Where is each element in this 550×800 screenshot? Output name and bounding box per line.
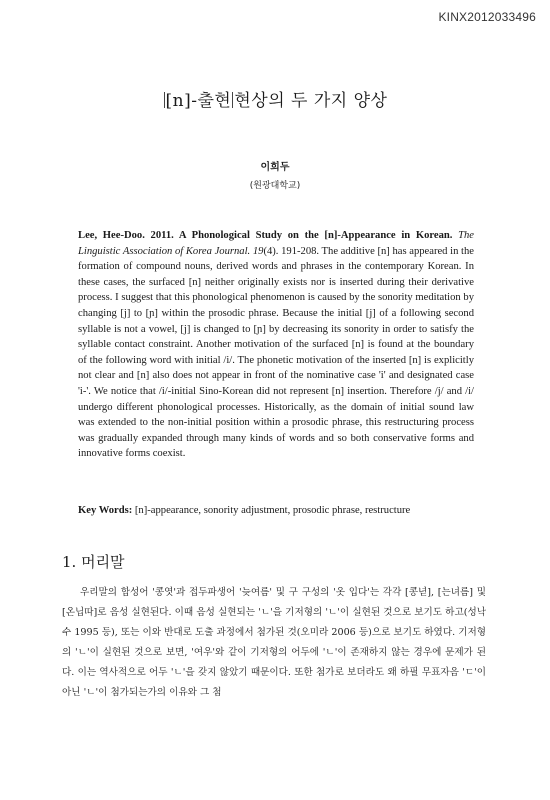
citation-rest: (4). 191-208. [263, 245, 320, 257]
citation-author: Lee, Hee-Doo. 2011. A Phonological Study on the [n]-Appearance in Korean. [78, 230, 453, 241]
section-body: 우리말의 합성어 '콩엿'과 접두파생어 '늦여름' 및 구 구성의 '옷 입다'는 각각 [콩녇], [는녀름] 및 [온닙따]로 음성 실현된다. 이때 음성 실현되는 'ㄴ'을 기저형의 'ㄴ'이 실현된 것으로 보기도 하고(성낙수 1995 등), 또는 이와 반대로 도출 과정에서 첨가된 것(오미라 2006 등)으로 보기도 하였다. 기저형의 'ㄴ'이 실현된 것으로 보면, '여우'와 같이 기저형의 어두에 'ㄴ'이 존재하지 않는 경우에 문제가 된다. 이는 역사적으로 어두 'ㄴ'을 갖지 않았기 때문이다. 또한 첨가로 보더라도 왜 하필 무표자음 'ㄷ'이 아닌 'ㄴ'이 첨가되는가의 이유와 그 첨 [62, 587, 486, 698]
abstract-body: The additive [n] has appeared in the formation of compound nouns, derived words and phrases in the contemporary Korean. In these cases, the surfaced [n] neither originally exists nor is inserted during their derivative process. I suggest that this phonological phenomenon is caused by the sonority meditation by changing [j] to [ɲ] within the prosodic phrase. Because the initial [j] of a following second syllable is not a vowel, [j] is changed to [ɲ] by decreasing its sonority in order to satisfy the syllable contact constraint. Another motivation of the surfaced [n] is found at the boundary of the following word with initial /i/. The phonetic motivation of the inserted [n] is explicitly not clear and [n] also does not appear in front of the nominative case 'i' and designated case 'i-'. We notice that /i/-initial Sino-Korean did not represent [n] insertion. Therefore /j/ and /i/ undergo different phonological processes. Historically, as the domain of initial sound law was extended to the non-initial position within a prosodic phrase, this restructuring process was gradually expanded through many kinds of words and so both conservative forms and innovative forms coexist. [78, 245, 474, 460]
keywords-label: Key Words: [78, 505, 133, 516]
document-id: KINX2012033496 [438, 10, 536, 24]
keywords-text: [n]-appearance, sonority adjustment, prosodic phrase, restructure [134, 505, 411, 516]
title-part-2: 현상의 두 가지 양상 [234, 91, 388, 111]
author-name: 이희두 [260, 162, 290, 173]
citation-journal: The Linguistic Association of Korea Journal. 19 [78, 230, 474, 257]
section-heading: 1. 머리말 [62, 553, 125, 571]
author-affiliation: (원광대학교) [249, 181, 301, 191]
paper-title [0, 86, 550, 111]
title-mark-left [164, 92, 165, 108]
title-part-1: [n]-출현 [165, 91, 232, 111]
abstract [78, 228, 474, 462]
keywords [78, 505, 474, 516]
